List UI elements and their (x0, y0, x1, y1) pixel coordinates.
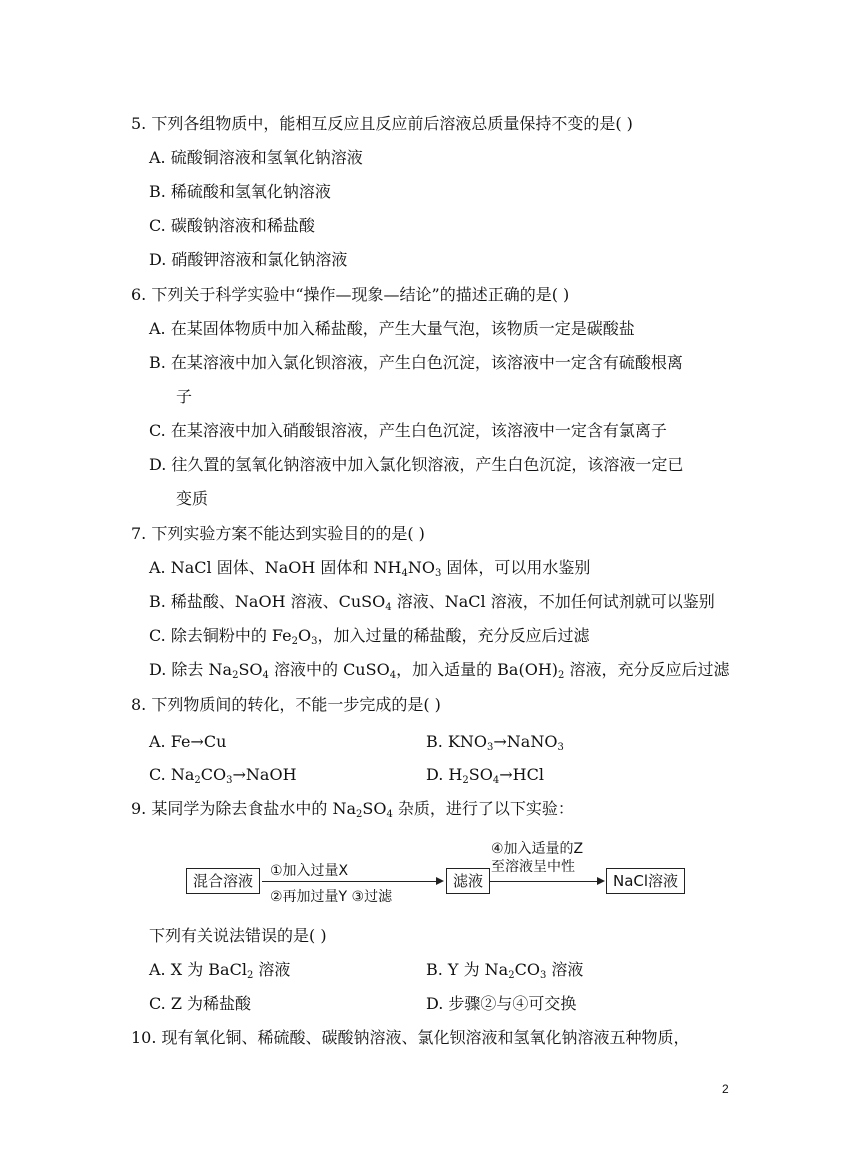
question-5-option-b: B. 稀硫酸和氢氧化钠溶液 (149, 182, 331, 201)
question-9-stem: 9. 某同学为除去食盐水中的 $Na_2SO_4$ 杂质，进行了以下实验： (131, 799, 574, 820)
question-9-option-d: D. 步骤②与④可交换 (426, 994, 577, 1013)
question-6-option-d: D. 往久置的氢氧化钠溶液中加入氯化钡溶液，产生白色沉淀，该溶液一定已 (149, 455, 684, 474)
question-9-option-a: A. X 为 BaCl$_2$ 溶液 (149, 960, 291, 981)
question-7-stem: 7. 下列实验方案不能达到实验目的的是( ) (131, 524, 425, 543)
question-6-option-b: B. 在某溶液中加入氯化钡溶液，产生白色沉淀，该溶液中一定含有硫酸根离 (149, 353, 683, 372)
question-5-option-a: A. 硫酸铜溶液和氢氧化钠溶液 (149, 148, 363, 167)
question-5-option-c: C. 碳酸钠溶液和稀盐酸 (149, 216, 315, 235)
question-6-option-b-continued: 子 (176, 387, 193, 406)
question-5-option-d: D. 硝酸钾溶液和氯化钠溶液 (149, 250, 348, 269)
question-7-option-d: D. 除去 $Na_2SO_4$ 溶液中的 CuSO$_4$，加入适量的 $Ba(OH)_2$ 溶液，充分反应后过滤 (149, 660, 730, 681)
question-6-stem: 6. 下列关于科学实验中“操作—现象—结论”的描述正确的是( ) (131, 285, 570, 304)
question-9-option-b: B. Y 为 $Na_2CO_3$ 溶液 (426, 960, 584, 981)
question-8-option-a: A. Fe→Cu (149, 732, 227, 751)
question-6-option-a: A. 在某固体物质中加入稀盐酸，产生大量气泡，该物质一定是碳酸盐 (149, 319, 635, 338)
process-flow-diagram (186, 836, 686, 914)
flow-step-4-label-line2: 至溶液呈中性 (491, 859, 575, 875)
question-6-option-c: C. 在某溶液中加入硝酸银溶液，产生白色沉淀，该溶液中一定含有氯离子 (149, 421, 667, 440)
flow-box-filtrate: 滤液 (446, 868, 490, 894)
question-8-stem: 8. 下列物质间的转化，不能一步完成的是( ) (131, 695, 441, 714)
question-9-option-c: C. Z 为稀盐酸 (149, 994, 252, 1013)
flow-box-nacl-solution: NaCl溶液 (606, 868, 685, 894)
page-number: 2 (722, 1082, 729, 1096)
flow-arrow-2-head (597, 877, 605, 885)
question-7-option-c: C. 除去铜粉中的 $Fe_2O_3$，加入过量的稀盐酸，充分反应后过滤 (149, 626, 590, 647)
flow-step-4-label-line1: ④加入适量的Z (491, 841, 584, 857)
question-8-option-b: B. $KNO_3\to NaNO_3$ (426, 732, 564, 753)
question-6-option-d-continued: 变质 (176, 489, 209, 508)
flow-step-2-3-label: ②再加过量Y ③过滤 (270, 889, 393, 905)
question-7-option-b: B. 稀盐酸、NaOH 溶液、CuSO$_4$ 溶液、NaCl 溶液，不加任何试剂就可以鉴别 (149, 592, 715, 613)
question-8-option-c: C. $Na_2CO_3\to NaOH$ (149, 765, 297, 786)
question-9-sub-stem: 下列有关说法错误的是( ) (149, 926, 327, 945)
flow-arrow-1-head (436, 877, 444, 885)
question-8-option-d: D. $H_2SO_4\to HCl$ (426, 765, 544, 786)
flow-arrow-2 (490, 881, 598, 882)
question-7-option-a: A. NaCl 固体、NaOH 固体和 $NH_4NO_3$ 固体，可以用水鉴别 (149, 558, 591, 579)
flow-arrow-1 (262, 881, 438, 882)
flow-box-mixed-solution: 混合溶液 (186, 868, 260, 894)
question-10-stem: 10. 现有氧化铜、稀硫酸、碳酸钠溶液、氯化钡溶液和氢氧化钠溶液五种物质， (131, 1028, 690, 1047)
question-5-stem: 5. 下列各组物质中，能相互反应且反应前后溶液总质量保持不变的是( ) (131, 114, 633, 133)
flow-step-1-label: ①加入过量X (270, 863, 349, 879)
